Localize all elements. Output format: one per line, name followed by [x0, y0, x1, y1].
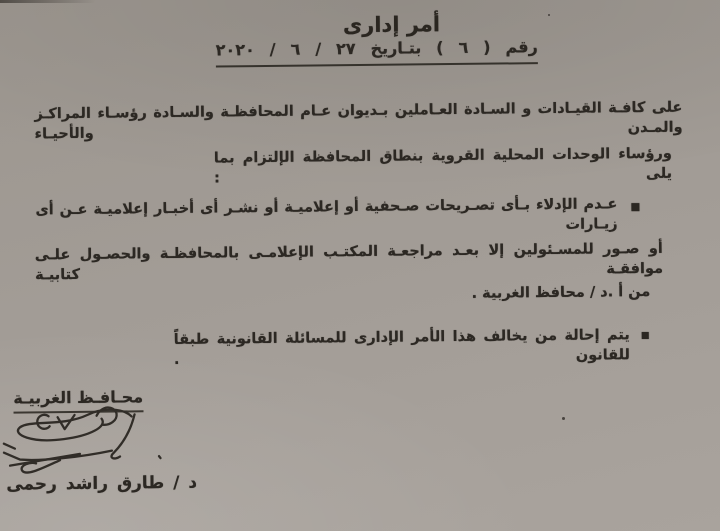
directive-1-line-2: أو صـور للمسـئولين إلا بعـد مراجعـة المكتـب الإعلامـى بالمحافظـة والحصـول علـى موافقـة كتابيـة	[34, 240, 664, 283]
signature-name: د / طارق راشد رحمى	[6, 472, 198, 495]
directive-2-line-1: يتم إحالة من يخالف هذا الأمر الإدارى للمسائلة القانونية طبقاً للقانون .	[173, 327, 631, 368]
paper-speck	[562, 417, 565, 420]
paper-speck	[548, 14, 550, 16]
bullet-square-icon	[642, 332, 649, 339]
document-title: أمر إدارى	[342, 12, 441, 38]
signature-title: محـافـظ الغربيـة	[13, 386, 143, 413]
signature-scribble	[1, 380, 182, 487]
addressee-line-2: ورؤساء الوحدات المحلية القروية بنطاق المحافظة الإلتزام بما يلى :	[213, 145, 673, 187]
addressee-line-1: على كافـة القيـادات و السـادة العـاملين بـديوان عـام المحافظـة والسـادة رؤسـاء المراكـز والمـدن والأحيـاء	[34, 99, 683, 142]
reference-number-line: رقم ( ٦ ) بتـاريخ ٢٧ / ٦ / ٢٠٢٠	[216, 36, 538, 67]
bullet-square-icon	[631, 203, 639, 211]
directive-1-line-3: من أ .د / محافظ الغربية .	[471, 283, 651, 302]
directive-1-line-1: عـدم الإدلاء بـأى تصـريحات صـحفية أو إعلاميـة أو نشـر أى أخبـار إعلاميـة عـن أى زيـارات	[35, 196, 618, 233]
